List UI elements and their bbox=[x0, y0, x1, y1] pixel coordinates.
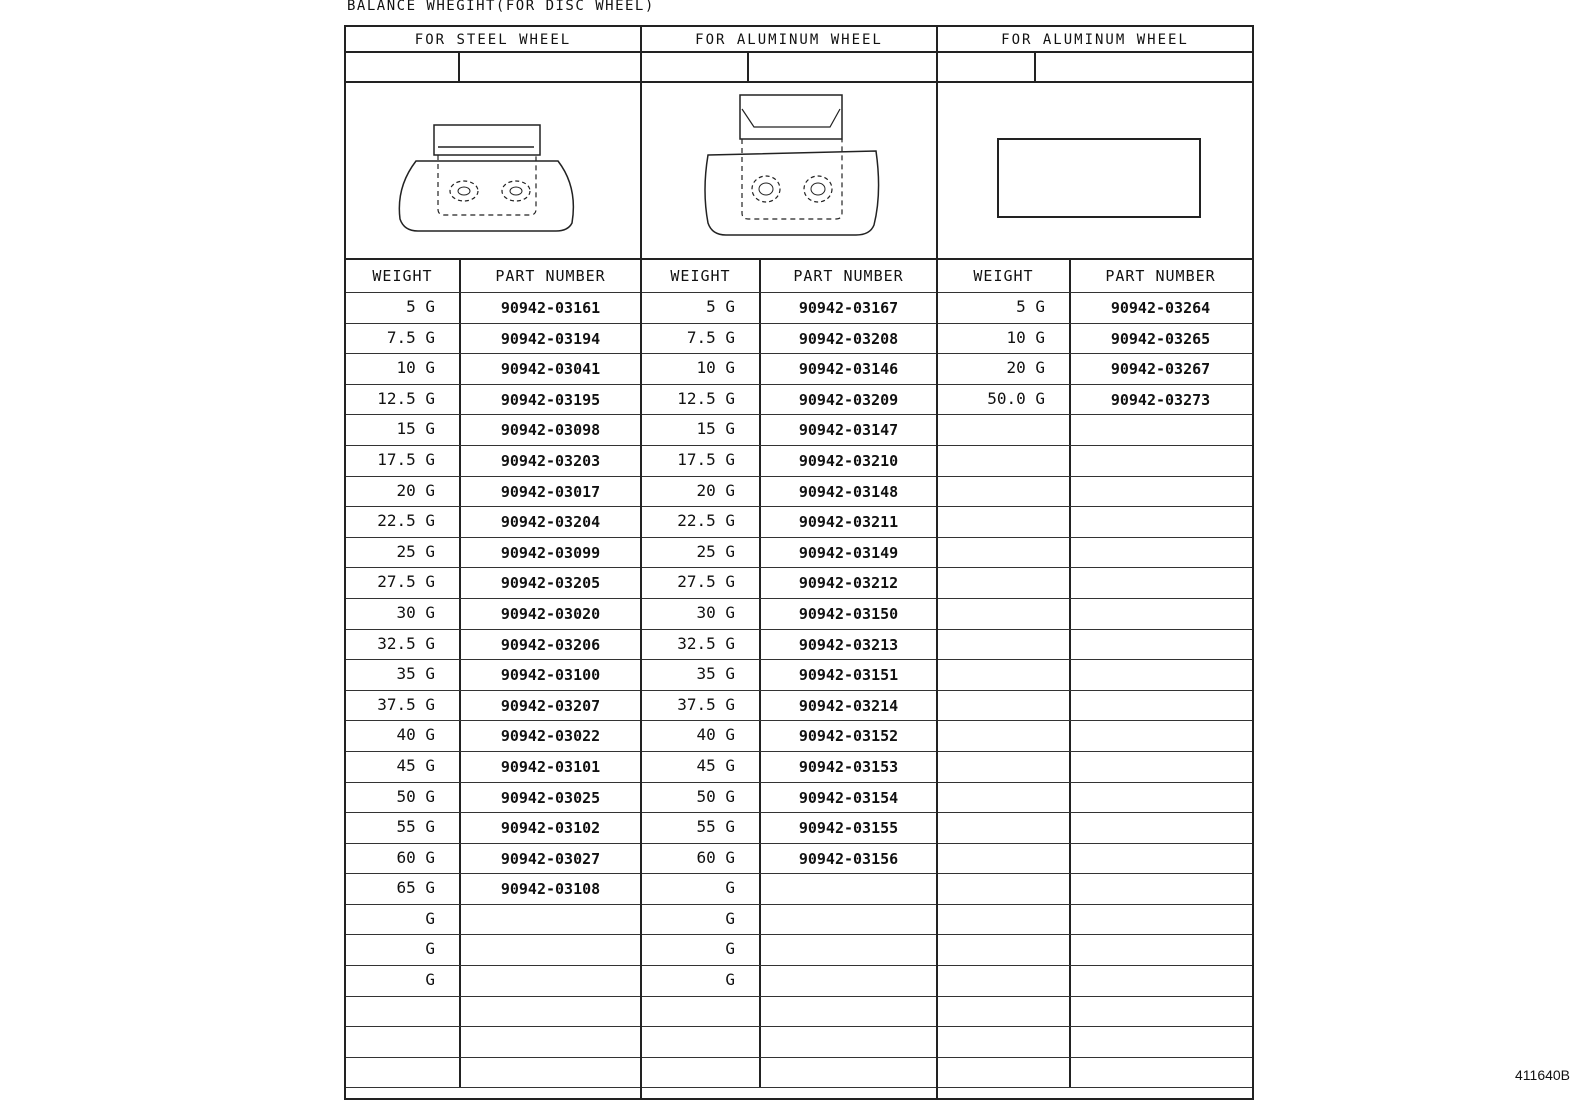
part-number-cell bbox=[1071, 415, 1250, 445]
weight-cell: 35 G bbox=[642, 660, 761, 690]
table-row bbox=[938, 354, 1252, 385]
block-header: FOR ALUMINUM WHEEL bbox=[938, 27, 1252, 53]
weight-cell: G bbox=[642, 966, 761, 996]
part-number-cell: 90942-03147 bbox=[798, 421, 899, 440]
table-row bbox=[346, 293, 640, 324]
part-number-cell: 90942-03194 bbox=[500, 329, 601, 348]
table-row bbox=[642, 966, 936, 997]
weight-cell: 5 G bbox=[346, 293, 461, 323]
weight-cell bbox=[938, 538, 1071, 568]
table-row bbox=[642, 538, 936, 569]
part-number-cell: 90942-03210 bbox=[798, 451, 899, 470]
weight-cell: 25 G bbox=[346, 538, 461, 568]
weight-cell: 65 G bbox=[346, 874, 461, 904]
weight-cell bbox=[938, 844, 1071, 874]
part-number-cell: 90942-03213 bbox=[798, 635, 899, 654]
table-row bbox=[642, 354, 936, 385]
table-row bbox=[938, 1058, 1252, 1089]
weight-cell: 60 G bbox=[346, 844, 461, 874]
part-number-cell: 90942-03150 bbox=[798, 604, 899, 623]
part-number-cell: 90942-03211 bbox=[798, 513, 899, 532]
table-row bbox=[938, 966, 1252, 997]
weight-cell: 27.5 G bbox=[346, 568, 461, 598]
table-row bbox=[938, 599, 1252, 630]
weight-cell: G bbox=[346, 905, 461, 935]
table-row bbox=[938, 783, 1252, 814]
table-row bbox=[642, 568, 936, 599]
table-row bbox=[938, 813, 1252, 844]
block-header: FOR ALUMINUM WHEEL bbox=[642, 27, 936, 53]
weight-cell: 5 G bbox=[938, 293, 1071, 323]
part-number-column-header: PART NUMBER bbox=[793, 267, 904, 285]
part-number-cell bbox=[1071, 1027, 1250, 1057]
part-number-cell bbox=[1071, 874, 1250, 904]
table-row bbox=[346, 905, 640, 936]
part-number-cell: 90942-03041 bbox=[500, 360, 601, 379]
weight-cell: 12.5 G bbox=[642, 385, 761, 415]
column-header-row bbox=[642, 260, 936, 293]
part-number-cell bbox=[1071, 721, 1250, 751]
part-number-cell: 90942-03154 bbox=[798, 788, 899, 807]
table-row bbox=[346, 660, 640, 691]
part-number-cell: 90942-03167 bbox=[798, 299, 899, 317]
table-row bbox=[938, 568, 1252, 599]
weight-cell: 30 G bbox=[642, 599, 761, 629]
reference-code: 411640B bbox=[1515, 1067, 1571, 1083]
part-number-cell bbox=[761, 905, 936, 935]
part-number-column-header: PART NUMBER bbox=[495, 267, 606, 285]
part-number-cell bbox=[1071, 844, 1250, 874]
weight-cell bbox=[938, 1027, 1071, 1057]
aluminum-weight-diagram bbox=[642, 83, 936, 260]
weight-cell bbox=[938, 813, 1071, 843]
table-row bbox=[346, 691, 640, 722]
table-row bbox=[642, 783, 936, 814]
weight-cell bbox=[938, 721, 1071, 751]
part-number-column-header: PART NUMBER bbox=[1105, 267, 1216, 285]
weight-cell bbox=[938, 874, 1071, 904]
part-number-cell bbox=[761, 935, 936, 965]
part-number-cell bbox=[1071, 905, 1250, 935]
weight-cell: 30 G bbox=[346, 599, 461, 629]
weight-cell: 45 G bbox=[642, 752, 761, 782]
weight-cell: 15 G bbox=[346, 415, 461, 445]
part-number-cell bbox=[1071, 813, 1250, 843]
table-row bbox=[346, 385, 640, 416]
table-row bbox=[346, 415, 640, 446]
part-number-cell: 90942-03265 bbox=[1110, 329, 1211, 348]
weight-column-header: WEIGHT bbox=[346, 260, 461, 292]
part-number-cell bbox=[461, 935, 640, 965]
weight-cell bbox=[938, 966, 1071, 996]
row-list bbox=[642, 293, 936, 1088]
weight-cell: 50 G bbox=[642, 783, 761, 813]
part-number-cell: 90942-03108 bbox=[500, 880, 601, 899]
steel-weight-diagram bbox=[346, 83, 640, 260]
part-number-cell bbox=[1071, 997, 1250, 1027]
part-number-cell: 90942-03146 bbox=[798, 360, 899, 379]
part-number-cell: 90942-03099 bbox=[500, 543, 601, 562]
table-row bbox=[938, 446, 1252, 477]
part-number-cell: 90942-03204 bbox=[500, 513, 601, 532]
table-row bbox=[642, 1027, 936, 1058]
adhesive-weight-icon bbox=[938, 83, 1250, 258]
table-row bbox=[642, 293, 936, 324]
weight-cell: 45 G bbox=[346, 752, 461, 782]
table-row bbox=[642, 599, 936, 630]
table-row bbox=[642, 415, 936, 446]
part-number-cell: 90942-03152 bbox=[798, 727, 899, 746]
weight-column-header: WEIGHT bbox=[642, 260, 761, 292]
page-title: BALANCE WHEGIHT(FOR DISC WHEEL) bbox=[347, 0, 655, 14]
part-number-cell bbox=[761, 1058, 936, 1088]
part-number-cell bbox=[1071, 935, 1250, 965]
table-row bbox=[938, 660, 1252, 691]
table-row bbox=[642, 997, 936, 1028]
weight-cell bbox=[346, 997, 461, 1027]
table-row bbox=[346, 1058, 640, 1089]
part-number-cell bbox=[761, 1027, 936, 1057]
part-number-cell bbox=[461, 1058, 640, 1088]
weight-cell: 10 G bbox=[346, 354, 461, 384]
subheader-row bbox=[938, 53, 1252, 83]
table-row bbox=[346, 477, 640, 508]
weight-cell bbox=[938, 752, 1071, 782]
table-row bbox=[642, 935, 936, 966]
table-row bbox=[642, 874, 936, 905]
part-number-cell: 90942-03025 bbox=[500, 788, 601, 807]
weight-cell: 10 G bbox=[938, 324, 1071, 354]
part-number-cell: 90942-03264 bbox=[1110, 299, 1211, 317]
weight-cell: 20 G bbox=[642, 477, 761, 507]
weight-cell: 15 G bbox=[642, 415, 761, 445]
weight-cell bbox=[938, 997, 1071, 1027]
weight-cell: 22.5 G bbox=[642, 507, 761, 537]
part-number-cell bbox=[1071, 783, 1250, 813]
table-row bbox=[346, 354, 640, 385]
table-row bbox=[642, 477, 936, 508]
part-number-cell: 90942-03148 bbox=[798, 482, 899, 501]
aluminum-wheel-block-2 bbox=[938, 27, 1252, 1098]
table-row bbox=[346, 844, 640, 875]
table-row bbox=[938, 844, 1252, 875]
part-number-cell bbox=[461, 997, 640, 1027]
data-rows bbox=[938, 260, 1252, 1088]
table-row bbox=[346, 874, 640, 905]
table-row bbox=[642, 721, 936, 752]
part-number-cell: 90942-03022 bbox=[500, 727, 601, 746]
table-row bbox=[938, 691, 1252, 722]
weight-cell: 20 G bbox=[938, 354, 1071, 384]
weight-cell: 35 G bbox=[346, 660, 461, 690]
weight-cell: 17.5 G bbox=[642, 446, 761, 476]
table-row bbox=[642, 385, 936, 416]
part-number-cell: 90942-03203 bbox=[500, 451, 601, 470]
part-number-cell: 90942-03156 bbox=[798, 849, 899, 868]
weight-cell: 32.5 G bbox=[346, 630, 461, 660]
weight-cell: 55 G bbox=[346, 813, 461, 843]
weight-cell bbox=[938, 660, 1071, 690]
row-list bbox=[938, 293, 1252, 1088]
weight-cell bbox=[938, 477, 1071, 507]
part-number-cell: 90942-03155 bbox=[798, 819, 899, 838]
table-row bbox=[346, 630, 640, 661]
part-number-cell bbox=[1071, 966, 1250, 996]
table-row bbox=[346, 568, 640, 599]
weight-cell bbox=[642, 997, 761, 1027]
table-row bbox=[642, 324, 936, 355]
part-number-cell: 90942-03207 bbox=[500, 696, 601, 715]
weight-cell: 50.0 G bbox=[938, 385, 1071, 415]
weight-cell: 5 G bbox=[642, 293, 761, 323]
weight-cell: 12.5 G bbox=[346, 385, 461, 415]
weight-cell: 7.5 G bbox=[642, 324, 761, 354]
weight-cell bbox=[642, 1027, 761, 1057]
part-number-cell: 90942-03161 bbox=[500, 299, 601, 317]
steel-wheel-block bbox=[346, 27, 642, 1098]
table-row bbox=[938, 630, 1252, 661]
table-row bbox=[346, 997, 640, 1028]
table-row bbox=[938, 997, 1252, 1028]
weight-cell bbox=[938, 905, 1071, 935]
table-row bbox=[938, 752, 1252, 783]
part-number-cell: 90942-03027 bbox=[500, 849, 601, 868]
weight-cell: G bbox=[346, 966, 461, 996]
weight-cell: 20 G bbox=[346, 477, 461, 507]
part-number-cell: 90942-03149 bbox=[798, 543, 899, 562]
part-number-cell: 90942-03214 bbox=[798, 696, 899, 715]
part-number-cell bbox=[1071, 691, 1250, 721]
part-number-cell bbox=[761, 874, 936, 904]
table-row bbox=[938, 538, 1252, 569]
weight-cell bbox=[642, 1058, 761, 1088]
part-number-cell: 90942-03020 bbox=[500, 604, 601, 623]
weight-cell bbox=[938, 599, 1071, 629]
subheader-row bbox=[346, 53, 640, 83]
weight-cell: 17.5 G bbox=[346, 446, 461, 476]
table-row bbox=[938, 874, 1252, 905]
weight-cell bbox=[346, 1058, 461, 1088]
part-number-cell: 90942-03209 bbox=[798, 390, 899, 409]
weight-cell bbox=[938, 691, 1071, 721]
part-number-cell bbox=[461, 966, 640, 996]
part-number-cell: 90942-03151 bbox=[798, 666, 899, 685]
weight-column-header: WEIGHT bbox=[938, 260, 1071, 292]
table-row bbox=[642, 507, 936, 538]
weight-cell: 7.5 G bbox=[346, 324, 461, 354]
weight-cell: 27.5 G bbox=[642, 568, 761, 598]
weight-cell: 55 G bbox=[642, 813, 761, 843]
weight-cell: 50 G bbox=[346, 783, 461, 813]
weight-cell bbox=[346, 1027, 461, 1057]
table-row bbox=[346, 783, 640, 814]
table-row bbox=[346, 446, 640, 477]
part-number-cell bbox=[1071, 630, 1250, 660]
weight-cell bbox=[938, 630, 1071, 660]
part-number-cell bbox=[761, 966, 936, 996]
part-number-cell bbox=[1071, 446, 1250, 476]
table-row bbox=[346, 813, 640, 844]
subheader-row bbox=[642, 53, 936, 83]
aluminum-wheel-block-1 bbox=[642, 27, 938, 1098]
table-row bbox=[642, 844, 936, 875]
adhesive-weight-diagram bbox=[938, 83, 1252, 260]
data-rows bbox=[346, 260, 640, 1088]
table-row bbox=[938, 1027, 1252, 1058]
weight-cell: 37.5 G bbox=[346, 691, 461, 721]
table-row bbox=[938, 935, 1252, 966]
part-number-cell bbox=[1071, 660, 1250, 690]
column-header-row bbox=[938, 260, 1252, 293]
weight-cell: G bbox=[642, 935, 761, 965]
part-number-cell bbox=[1071, 568, 1250, 598]
weight-cell: 22.5 G bbox=[346, 507, 461, 537]
part-number-cell: 90942-03101 bbox=[500, 757, 601, 776]
part-number-cell bbox=[1071, 1058, 1250, 1088]
part-number-cell bbox=[461, 1027, 640, 1057]
table-row bbox=[346, 507, 640, 538]
part-number-cell bbox=[461, 905, 640, 935]
part-number-cell: 90942-03102 bbox=[500, 819, 601, 838]
table-row bbox=[938, 293, 1252, 324]
table-row bbox=[346, 1027, 640, 1058]
weight-cell bbox=[938, 1058, 1071, 1088]
weight-cell: 32.5 G bbox=[642, 630, 761, 660]
part-number-cell bbox=[761, 997, 936, 1027]
weight-cell: G bbox=[642, 874, 761, 904]
weight-cell bbox=[938, 507, 1071, 537]
table-row bbox=[346, 538, 640, 569]
part-number-cell: 90942-03098 bbox=[500, 421, 601, 440]
weight-cell bbox=[938, 568, 1071, 598]
table-row bbox=[346, 324, 640, 355]
table-row bbox=[938, 477, 1252, 508]
table-row bbox=[938, 385, 1252, 416]
weight-cell: G bbox=[346, 935, 461, 965]
weight-cell: 60 G bbox=[642, 844, 761, 874]
part-number-cell bbox=[1071, 752, 1250, 782]
part-number-cell: 90942-03205 bbox=[500, 574, 601, 593]
weight-cell bbox=[938, 783, 1071, 813]
weight-cell: 10 G bbox=[642, 354, 761, 384]
weight-cell bbox=[938, 935, 1071, 965]
table-row bbox=[346, 752, 640, 783]
weight-cell bbox=[938, 415, 1071, 445]
clip-weight-icon bbox=[346, 83, 640, 258]
table-row bbox=[346, 966, 640, 997]
weight-cell: 25 G bbox=[642, 538, 761, 568]
block-header: FOR STEEL WHEEL bbox=[346, 27, 640, 53]
table-row bbox=[642, 1058, 936, 1089]
weight-cell: 40 G bbox=[346, 721, 461, 751]
weight-cell: G bbox=[642, 905, 761, 935]
part-number-cell bbox=[1071, 599, 1250, 629]
part-number-cell bbox=[1071, 477, 1250, 507]
part-number-cell bbox=[1071, 507, 1250, 537]
part-number-cell: 90942-03195 bbox=[500, 390, 601, 409]
table-row bbox=[346, 599, 640, 630]
table-row bbox=[642, 752, 936, 783]
table-row bbox=[938, 721, 1252, 752]
column-header-row bbox=[346, 260, 640, 293]
part-number-cell: 90942-03267 bbox=[1110, 360, 1211, 379]
part-number-cell: 90942-03208 bbox=[798, 329, 899, 348]
part-number-cell: 90942-03212 bbox=[798, 574, 899, 593]
part-number-cell: 90942-03206 bbox=[500, 635, 601, 654]
part-number-cell: 90942-03017 bbox=[500, 482, 601, 501]
table-row bbox=[642, 660, 936, 691]
weight-cell bbox=[938, 446, 1071, 476]
table-row bbox=[642, 905, 936, 936]
table-row bbox=[642, 630, 936, 661]
table-row bbox=[642, 813, 936, 844]
table-row bbox=[938, 905, 1252, 936]
adhesive-clip-weight-icon bbox=[642, 83, 936, 258]
part-number-cell: 90942-03273 bbox=[1110, 390, 1211, 409]
table-row bbox=[642, 446, 936, 477]
table-row bbox=[346, 721, 640, 752]
data-rows bbox=[642, 260, 936, 1088]
table-row bbox=[346, 935, 640, 966]
weight-cell: 37.5 G bbox=[642, 691, 761, 721]
weight-cell: 40 G bbox=[642, 721, 761, 751]
part-number-cell: 90942-03100 bbox=[500, 666, 601, 685]
part-number-cell bbox=[1071, 538, 1250, 568]
table-row bbox=[642, 691, 936, 722]
weight-table bbox=[344, 25, 1254, 1100]
part-number-cell: 90942-03153 bbox=[798, 757, 899, 776]
table-row bbox=[938, 507, 1252, 538]
table-row bbox=[938, 324, 1252, 355]
row-list bbox=[346, 293, 640, 1088]
table-row bbox=[938, 415, 1252, 446]
